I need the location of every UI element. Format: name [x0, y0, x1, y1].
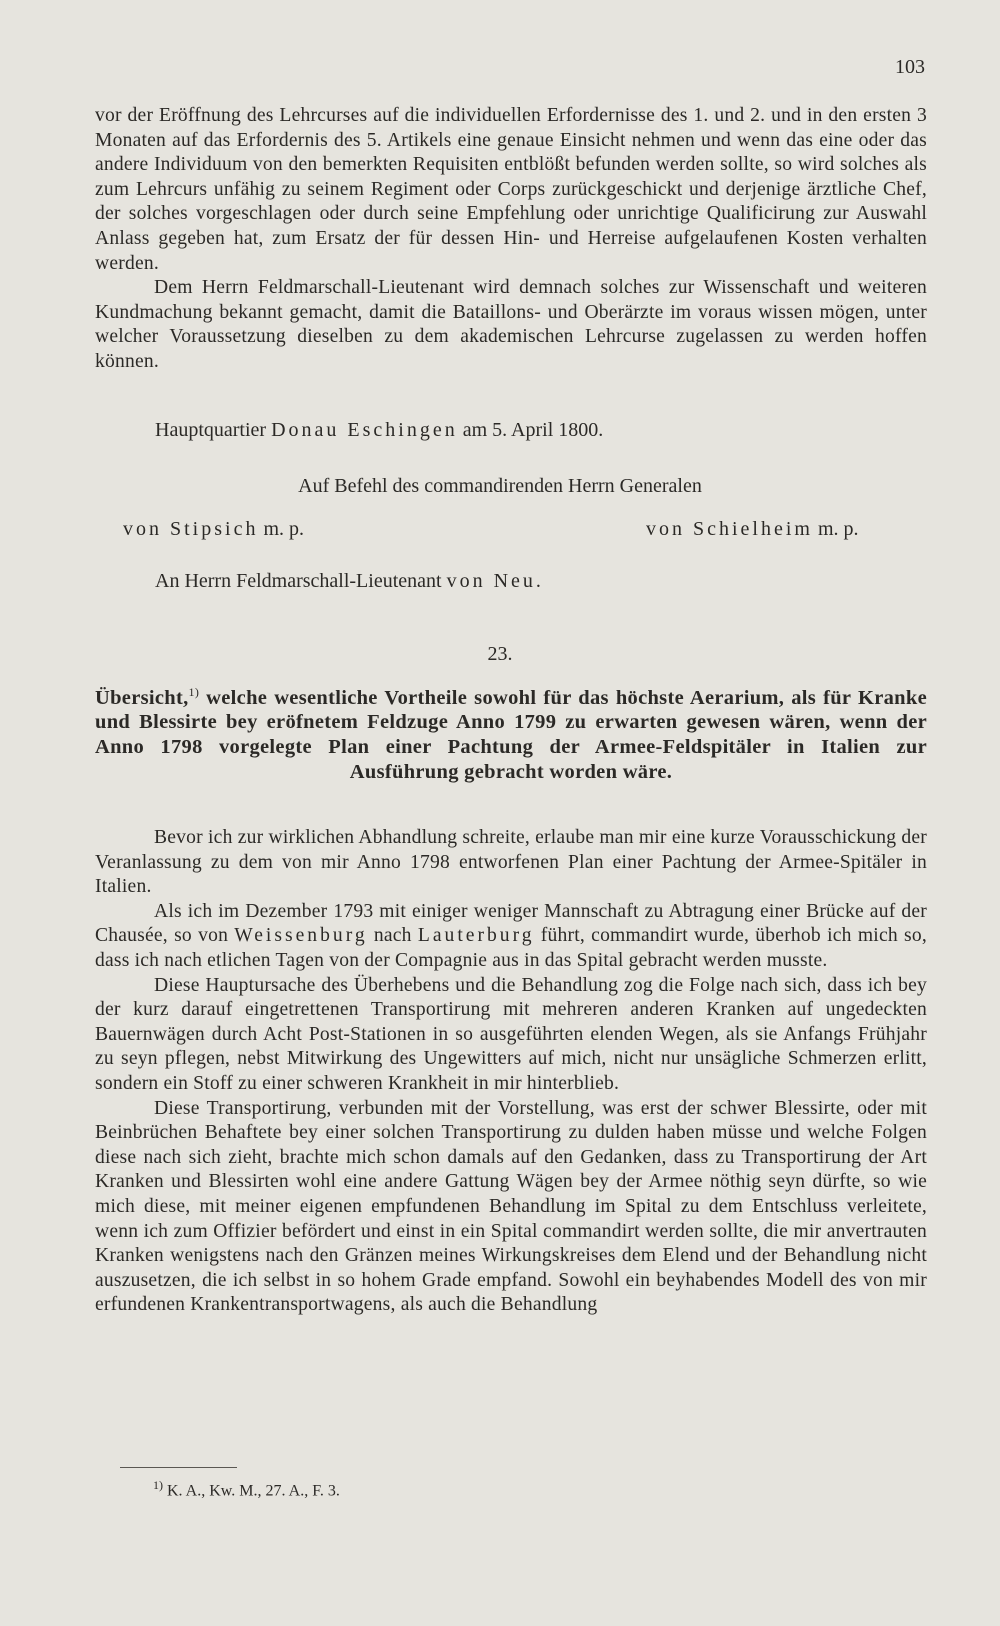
footnote: [153, 1478, 340, 1500]
paragraph-2-part-b: nach: [373, 925, 412, 947]
place-weissenburg: Weissenburg: [234, 925, 368, 947]
paragraph-2-part-a: Als ich im Dezember 1793 mit einiger weniger Mannschaft zu Abtragung einer Brücke auf der Chausée, so von: [95, 900, 927, 947]
place-lauterburg: Lauterburg: [417, 925, 535, 947]
paragraph-2: [95, 900, 927, 974]
addressee-prefix: An Herrn Feldmarschall-Lieutenant: [155, 570, 442, 592]
signature-right-suffix: m. p.: [817, 518, 859, 540]
signature-left-suffix: m. p.: [263, 518, 305, 540]
command-line: Auf Befehl des commandirenden Herrn Generalen: [298, 475, 702, 497]
dateline: [155, 419, 603, 442]
signature-right: [646, 518, 859, 541]
paragraph-1: Bevor ich zur wirklichen Abhandlung schreite, erlaube man mir eine kurze Vorausschickung der Veranlassung zu dem von mir Anno 1798 entworfenen Plan einer Pachtung der Armee-Spitäler in Italien.: [95, 827, 927, 898]
text-block-main: [95, 826, 927, 1318]
paragraph-continuation: vor der Eröffnung des Lehrcurses auf die individuellen Erfordernisse des 1. und 2. und in den ersten 3 Monaten auf das Erfordernis des 5. Artikels eine genaue Einsicht nehmen und wenn das eine oder das andere Individuum von den bemerkten Requisiten entblößt befunden werden sollte, so wird solches als zum Lehrcurs unfähig zu seinem Regiment oder Corps zurückgeschickt und derjenige ärztliche Chef, der solches vorgeschlagen oder durch seine Empfehlung oder unrichtige Qualificirung zur Auswahl Anlass gegeben hat, zum Ersatz der für dessen Hin- und Herreise aufgelaufenen Kosten verhalten werden.: [95, 105, 927, 274]
paragraph-3: Diese Hauptursache des Überhebens und die Behandlung zog die Folge nach sich, dass ich bey der kurz darauf eingetrettenen Transportirung mit mehreren anderen Kranken auf ungedeckten Bauernwägen durch Acht Post-Stationen in so ausgeführten elenden Wegen, als sie Anfangs Frühjahr zu seyn pflegen, nebst Mitwirkung des Ungewitters auf mich, nicht nur unsägliche Schmerzen erlitt, sondern ein Stoff zu einer schweren Krankheit in mir hinterblieb.: [95, 974, 927, 1094]
addressee-name: von Neu.: [446, 570, 544, 592]
dateline-place: Donau Eschingen: [271, 419, 458, 441]
signature-left-name: von Stipsich: [123, 518, 259, 540]
addressee-line: [155, 570, 544, 593]
page-number: 103: [895, 56, 925, 78]
paragraph-announcement: Dem Herrn Feldmarschall-Lieutenant wird demnach solches zur Wissenschaft und weiteren Kundmachung bekannt gemacht, damit die Bataillons- und Oberärzte im voraus wissen mögen, unter welcher Voraussetzung dieselben zu dem akademischen Lehrcurse zugelassen zu werden hoffen können.: [95, 277, 927, 372]
heading-first-word: Übersicht,: [95, 686, 189, 709]
paragraph-2-part-c: führt, commandirt wurde, überhob ich mich so, dass ich nach etlichen Tagen von der Compagnie aus in das Spital gebracht werden musste.: [95, 925, 927, 971]
footnote-text: K. A., Kw. M., 27. A., F. 3.: [167, 1482, 340, 1500]
footnote-mark: 1): [153, 1478, 163, 1492]
signature-right-name: von Schielheim: [646, 518, 813, 540]
footnote-divider: [120, 1467, 237, 1468]
section-heading: [95, 680, 927, 784]
heading-text: welche wesentliche Vortheile sowohl für das höchste Aerarium, als für Kranke und Blessirte bey eröfnetem Feldzuge Anno 1799 zu erwarten gewesen wären, wenn der Anno 1798 vorgelegte Plan einer Pachtung der Armee-Feldspitäler in Italien zur Ausführung gebracht worden wäre.: [95, 686, 927, 783]
dateline-date: am 5. April 1800.: [462, 419, 604, 441]
heading-footnote-mark: 1): [188, 685, 200, 699]
section-number: 23.: [487, 643, 513, 665]
paragraph-4: Diese Transportirung, verbunden mit der Vorstellung, was erst der schwer Blessirte, oder mit Beinbrüchen Behaftete bey einer solchen Transportirung zu dulden haben müsse und welche Folgen diese nach sich zieht, brachte mich schon damals auf den Gedanken, dass zu Transportirung der Art Kranken und Blessirten wohl eine andere Gattung Wägen bey der Armee nöthig seyn dürfte, so wie mich diese, mit meiner eigenen empfundenen Behandlung im Spital zu dem Entschluss verleitete, wenn ich zum Offizier befördert und einst in ein Spital commandirt werden sollte, die mir anvertrauten Kranken wenigstens nach den Gränzen meines Wirkungskreises dem Elend und der Behandlung nicht auszusetzen, die ich selbst in so hohem Grade empfand. Sowohl ein beyhabendes Modell des von mir erfundenen Krankentransportwagens, als auch die Behandlung: [95, 1097, 927, 1316]
dateline-prefix: Hauptquartier: [155, 419, 267, 441]
text-block-top: [95, 104, 927, 375]
signature-left: [123, 518, 304, 541]
